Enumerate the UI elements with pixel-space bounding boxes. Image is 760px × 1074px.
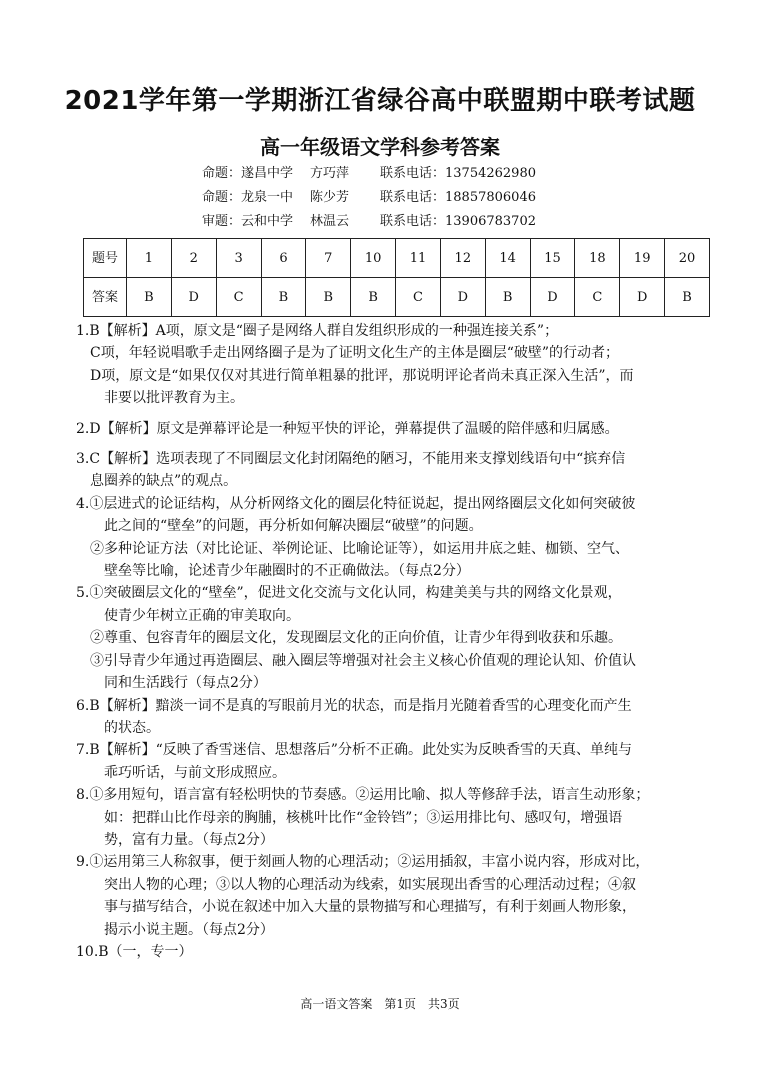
- answer-header-cell: 答案: [84, 278, 127, 317]
- reviewer-phone: 联系电话：13906783702: [380, 214, 536, 229]
- answer-item-10: [76, 941, 716, 963]
- answer-item-1: [76, 320, 716, 410]
- answer-item-6: [76, 695, 716, 740]
- question-cell: 2: [171, 239, 216, 278]
- question-header-cell: 题号: [84, 239, 127, 278]
- author-line: [202, 164, 536, 184]
- text-line: 使青少年树立正确的审美取向。: [104, 607, 300, 624]
- question-cell: 6: [261, 239, 306, 278]
- answer-cell: B: [261, 278, 306, 317]
- question-cell: 10: [351, 239, 396, 278]
- text-line: 5.①突破圈层文化的“壁垒”，促进文化交流与文化认同，构建美美与共的网络文化景观，: [76, 585, 622, 602]
- question-cell: 12: [440, 239, 485, 278]
- reviewer-role: 审题：云和中学: [202, 214, 294, 229]
- text-line: 7.B【解析】“反映了香雪迷信、思想落后”分析不正确。此处实为反映香雪的天真、单纯与: [76, 742, 632, 759]
- text-line: 揭示小说主题。（每点2分）: [104, 921, 274, 938]
- answer-cell: C: [575, 278, 620, 317]
- answer-item-8: [76, 784, 716, 851]
- answer-item-9: [76, 851, 716, 941]
- question-cell: 7: [306, 239, 351, 278]
- text-line: 息圈养的缺点”的观点。: [90, 473, 238, 490]
- text-line: 3.C【解析】选项表现了不同圈层文化封闭隔绝的陋习，不能用来支撑划线语句中“摈弃信: [76, 451, 626, 468]
- text-line: 非要以批评教育为主。: [104, 390, 244, 407]
- text-line: 壁垒等比喻，论述青少年融圈时的不正确做法。（每点2分）: [104, 563, 470, 580]
- answer-cell: B: [127, 278, 172, 317]
- text-line: 势，富有力量。（每点2分）: [104, 831, 274, 848]
- page-footer: 高一语文答案 第1页 共3页: [300, 997, 460, 1011]
- page-title: 2021学年第一学期浙江省绿谷高中联盟期中联考试题: [64, 86, 696, 116]
- answer-cell: B: [306, 278, 351, 317]
- answer-cell: D: [440, 278, 485, 317]
- text-line: 1.B【解析】A项，原文是“圈子是网络人群自发组织形成的一种强连接关系”；: [76, 323, 559, 339]
- author-phone: 联系电话：13754262980: [380, 166, 536, 181]
- text-line: 事与描写结合，小说在叙述中加入大量的景物描写和心理描写，有利于刻画人物形象，: [104, 899, 636, 916]
- question-cell: 18: [575, 239, 620, 278]
- author-role: 命题：龙泉一中: [202, 190, 294, 205]
- text-line: ②多种论证方法（对比论证、举例论证、比喻论证等），如运用井底之蛙、枷锁、空气、: [90, 540, 629, 557]
- answer-explanations: [76, 320, 716, 963]
- text-line: 9.①运用第三人称叙事，便于刻画人物的心理活动；②运用插叙，丰富小说内容，形成对比，: [76, 854, 650, 871]
- text-line: 突出人物的心理；③以人物的心理活动为线索，如实展现出香雪的心理活动过程；④叙: [104, 876, 636, 893]
- text-line: 乖巧听话，与前文形成照应。: [104, 764, 286, 781]
- reviewer-line: [202, 212, 536, 232]
- question-cell: 15: [530, 239, 575, 278]
- question-cell: 20: [665, 239, 710, 278]
- answer-item-4: [76, 493, 716, 583]
- question-cell: 11: [396, 239, 441, 278]
- answer-table: [83, 238, 710, 317]
- question-cell: 14: [485, 239, 530, 278]
- question-number-row: [84, 239, 710, 278]
- question-cell: 19: [620, 239, 665, 278]
- answer-item-2: [76, 418, 716, 440]
- text-line: 同和生活践行（每点2分）: [104, 675, 267, 692]
- answer-item-5: [76, 582, 716, 694]
- text-line: 的状态。: [104, 719, 160, 736]
- text-line: 如：把群山比作母亲的胸脯，核桃叶比作“金铃铛”；③运用排比句、感叹句，增强语: [104, 809, 623, 826]
- answer-item-7: [76, 739, 716, 784]
- author-name: 陈少芳: [310, 190, 350, 205]
- reviewer-name: 林温云: [310, 214, 350, 229]
- answer-cell: B: [351, 278, 396, 317]
- text-line: D项，原文是“如果仅仅对其进行简单粗暴的批评，那说明评论者尚未真正深入生活”，而: [90, 367, 634, 384]
- author-phone: 联系电话：18857806046: [380, 190, 536, 205]
- answer-cell: D: [620, 278, 665, 317]
- question-cell: 3: [216, 239, 261, 278]
- answer-cell: D: [171, 278, 216, 317]
- answer-cell: C: [396, 278, 441, 317]
- text-line: ②尊重、包容青年的圈层文化，发现圈层文化的正向价值，让青少年得到收获和乐趣。: [90, 630, 622, 647]
- answer-item-3: [76, 448, 716, 493]
- answer-cell: B: [485, 278, 530, 317]
- author-name: 方巧萍: [310, 166, 350, 181]
- text-line: 2.D【解析】原文是弹幕评论是一种短平快的评论，弹幕提供了温暖的陪伴感和归属感。: [76, 420, 619, 437]
- answer-row: [84, 278, 710, 317]
- text-line: 6.B【解析】黯淡一词不是真的写眼前月光的状态，而是指月光随着香雪的心理变化而产生: [76, 697, 632, 714]
- author-role: 命题：遂昌中学: [202, 166, 294, 181]
- text-line: C项，年轻说唱歌手走出网络圈子是为了证明文化生产的主体是圈层“破壁”的行动者；: [90, 345, 620, 362]
- answer-cell: B: [665, 278, 710, 317]
- answer-cell: D: [530, 278, 575, 317]
- text-line: 4.①层进式的论证结构，从分析网络文化的圈层化特征说起，提出网络圈层文化如何突破彼: [76, 495, 636, 512]
- text-line: ③引导青少年通过再造圈层、融入圈层等增强对社会主义核心价值观的理论认知、价值认: [90, 652, 636, 669]
- text-line: 此之间的“壁垒”的问题，再分析如何解决圈层“破壁”的问题。: [104, 518, 483, 535]
- author-line: [202, 188, 536, 208]
- question-cell: 1: [127, 239, 172, 278]
- answer-cell: C: [216, 278, 261, 317]
- text-line: 8.①多用短句，语言富有轻松明快的节奏感。②运用比喻、拟人等修辞手法，语言生动形象；: [76, 787, 650, 804]
- text-line: 10.B（一，专一）: [76, 943, 193, 960]
- page-subtitle: 高一年级语文学科参考答案: [260, 135, 500, 159]
